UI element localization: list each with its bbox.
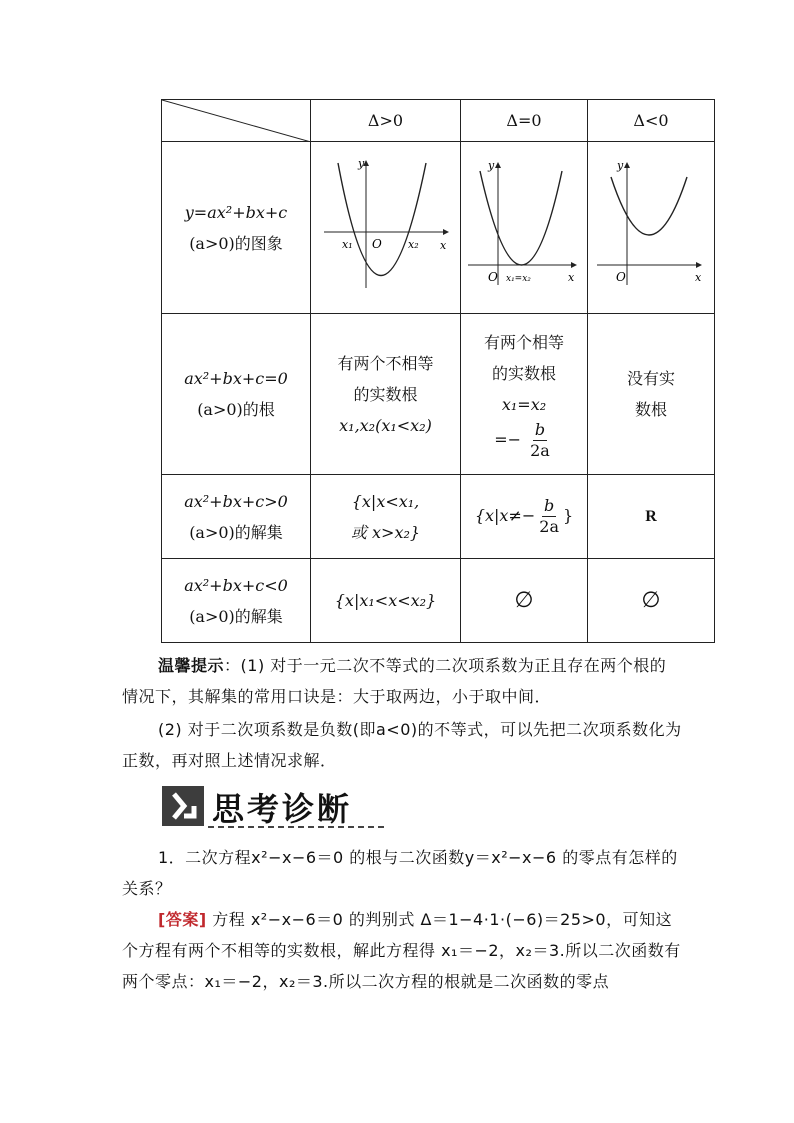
roots-two-line2: 的实数根 — [353, 384, 418, 404]
graph-cell-one-root — [461, 142, 588, 314]
graph1-x1-label: x₁ — [341, 237, 353, 251]
greater-solution-one — [461, 475, 588, 559]
graph-cell-two-roots — [311, 142, 461, 314]
question-paragraph: 1．二次方程x²−x−6＝0 的根与二次函数y＝x²−x−6 的零点有怎样的关系？ — [122, 848, 678, 898]
row-label-greater-line2: (a>0)的解集 — [189, 522, 283, 542]
roots-two-line3: x₁,x₂(x₁<x₂) — [339, 415, 432, 435]
section-dashed-underline — [208, 826, 384, 828]
graph2-x1x2-label: x₁=x₂ — [506, 273, 531, 284]
corner-cell — [162, 100, 311, 142]
roots-equal-prefix: =− — [494, 430, 521, 449]
tip-paragraph-1 — [122, 650, 682, 712]
less-solution-two: {x|x₁<x<x₂} — [311, 559, 461, 643]
header-delta-positive: Δ>0 — [311, 100, 461, 142]
roots-two-line1: 有两个不相等 — [337, 353, 434, 373]
graph3-origin-label: O — [616, 269, 626, 284]
roots-equal-line4 — [463, 420, 585, 461]
greater-solution-two — [311, 475, 461, 559]
answer-label: [答案] — [158, 910, 207, 929]
table-row-greater — [162, 475, 715, 559]
parabola-no-roots-graph — [591, 153, 711, 303]
row-label-greater-line1: ax²+bx+c>0 — [184, 491, 288, 511]
greater-two-line1: {x|x<x₁, — [351, 491, 420, 511]
row-label-roots — [162, 314, 311, 475]
row-label-graph-line2: (a>0)的图象 — [189, 233, 283, 253]
greater-one-fraction — [537, 496, 561, 537]
greater-solution-none: R — [588, 475, 715, 559]
graph-cell-no-roots — [588, 142, 715, 314]
greater-one-prefix: {x|x≠− — [474, 506, 536, 525]
comparison-table — [161, 99, 714, 642]
tip-label: 温馨提示 — [158, 656, 225, 675]
diagonal-line — [162, 100, 311, 142]
table-row-graph — [162, 142, 715, 314]
answer-text: 方程 x²−x−6＝0 的判别式 Δ＝1−4·1·(−6)＝25>0，可知这个方程有两个不相等的实数根，解此方程得 x₁＝−2，x₂＝3.所以二次函数有两个零点：x₁＝−2，x₂＝3.所以二次方程的根就是二次函数的零点 — [122, 910, 681, 991]
row-label-less-line2: (a>0)的解集 — [189, 606, 283, 626]
fraction-numerator: b — [534, 420, 546, 439]
roots-none-line2: 数根 — [634, 400, 667, 419]
less-solution-one: ∅ — [461, 559, 588, 643]
roots-none-line1: 没有实 — [626, 369, 675, 388]
graph3-x-label: x — [695, 270, 702, 284]
row-label-roots-line1: ax²+bx+c=0 — [184, 369, 288, 388]
greater-two-line2: 或 x>x₂} — [350, 522, 421, 542]
roots-equal — [461, 314, 588, 475]
table-row-less — [162, 559, 715, 643]
greater-one-suffix: } — [562, 506, 574, 525]
graph3-y-label: y — [617, 158, 624, 172]
graph2-origin-label: O — [488, 269, 498, 284]
roots-equal-line2: 的实数根 — [491, 364, 556, 383]
graph1-x2-label: x₂ — [407, 237, 419, 251]
roots-equal-line3: x₁=x₂ — [501, 395, 547, 414]
roots-equal-fraction — [528, 420, 552, 461]
row-label-less-line1: ax²+bx+c<0 — [184, 575, 288, 595]
header-delta-negative: Δ<0 — [588, 100, 715, 142]
section-title: 思考诊断 — [212, 790, 353, 828]
fraction-numerator: b — [544, 496, 555, 515]
row-label-greater — [162, 475, 311, 559]
fraction-denominator: 2a — [530, 441, 550, 460]
header-delta-zero: Δ=0 — [461, 100, 588, 142]
row-label-graph-line1: y=ax²+bx+c — [184, 202, 288, 222]
section-header — [162, 786, 384, 828]
row-label-graph — [162, 142, 311, 314]
table-header-row — [162, 100, 715, 142]
less-solution-none: ∅ — [588, 559, 715, 643]
answer-paragraph — [122, 904, 682, 997]
roots-equal-line1: 有两个相等 — [483, 333, 564, 352]
tip-text-1: ：(1) 对于一元二次不等式的二次项系数为正且存在两个根的情况下，其解集的常用口诀是：大于取两边，小于取中间． — [122, 656, 667, 706]
parabola-one-root-graph — [464, 153, 584, 303]
graph1-y-label: y — [357, 156, 364, 170]
graph1-x-label: x — [439, 238, 446, 252]
roots-none — [588, 314, 715, 475]
parabola-two-roots-graph — [316, 153, 456, 303]
fraction-denominator: 2a — [539, 517, 559, 536]
table-grid — [161, 99, 715, 643]
graph2-y-label: y — [488, 158, 495, 172]
row-label-less — [162, 559, 311, 643]
tip-paragraph-2: (2) 对于二次项系数是负数(即a<0)的不等式，可以先把二次项系数化为正数，再对照上述情况求解． — [122, 720, 682, 770]
graph1-origin-label: O — [371, 236, 382, 251]
row-label-roots-line2: (a>0)的根 — [197, 400, 275, 419]
table-row-roots — [162, 314, 715, 475]
graph2-x-label: x — [568, 270, 575, 284]
roots-two-distinct — [311, 314, 461, 475]
chevron-right-icon — [162, 786, 204, 826]
